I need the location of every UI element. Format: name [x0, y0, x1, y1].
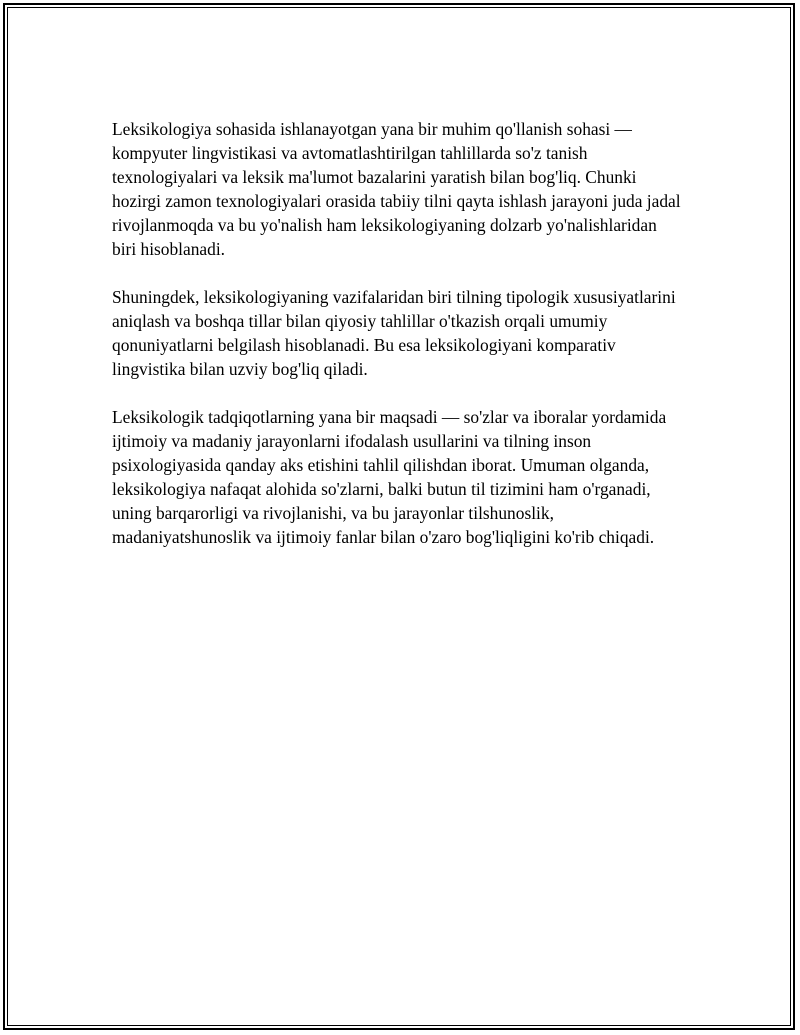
- paragraph-2: Shuningdek, leksikologiyaning vazifalaridan biri tilning tipologik xususiyatlarini aniqlash va boshqa tillar bilan qiyosiy tahlillar o'tkazish orqali umumiy qonuniyatlarni belgilash hisoblanadi. Bu esa leksikologiyani komparativ lingvistika bilan uzviy bog'liq qiladi.: [112, 287, 676, 379]
- paragraph-1: Leksikologiya sohasida ishlanayotgan yana bir muhim qo'llanish sohasi — kompyuter lingvistikasi va avtomatlashtirilgan tahlillarda so'z tanish texnologiyalari va leksik ma'lumot bazalarini yaratish bilan bog'liq. Chunki hozirgi zamon texnologiyalari orasida tabiiy tilni qayta ishlash jarayoni juda jadal rivojlanmoqda va bu yo'nalish ham leksikologiyaning dolzarb yo'nalishlaridan biri hisoblanadi.: [112, 119, 681, 259]
- paragraph-3: Leksikologik tadqiqotlarning yana bir maqsadi — so'zlar va iboralar yordamida ijtimoiy va madaniy jarayonlarni ifodalash usullarini va tilning inson psixologiyasida qanday aks etishini tahlil qilishdan iborat. Umuman olganda, leksikologiya nafaqat alohida so'zlarni, balki butun til tizimini ham o'rganadi, uning barqarorligi va rivojlanishi, va bu jarayonlar tilshunoslik, madaniyatshunoslik va ijtimoiy fanlar bilan o'zaro bog'liqligini ko'rib chiqadi.: [112, 407, 667, 547]
- document-body: [112, 117, 682, 573]
